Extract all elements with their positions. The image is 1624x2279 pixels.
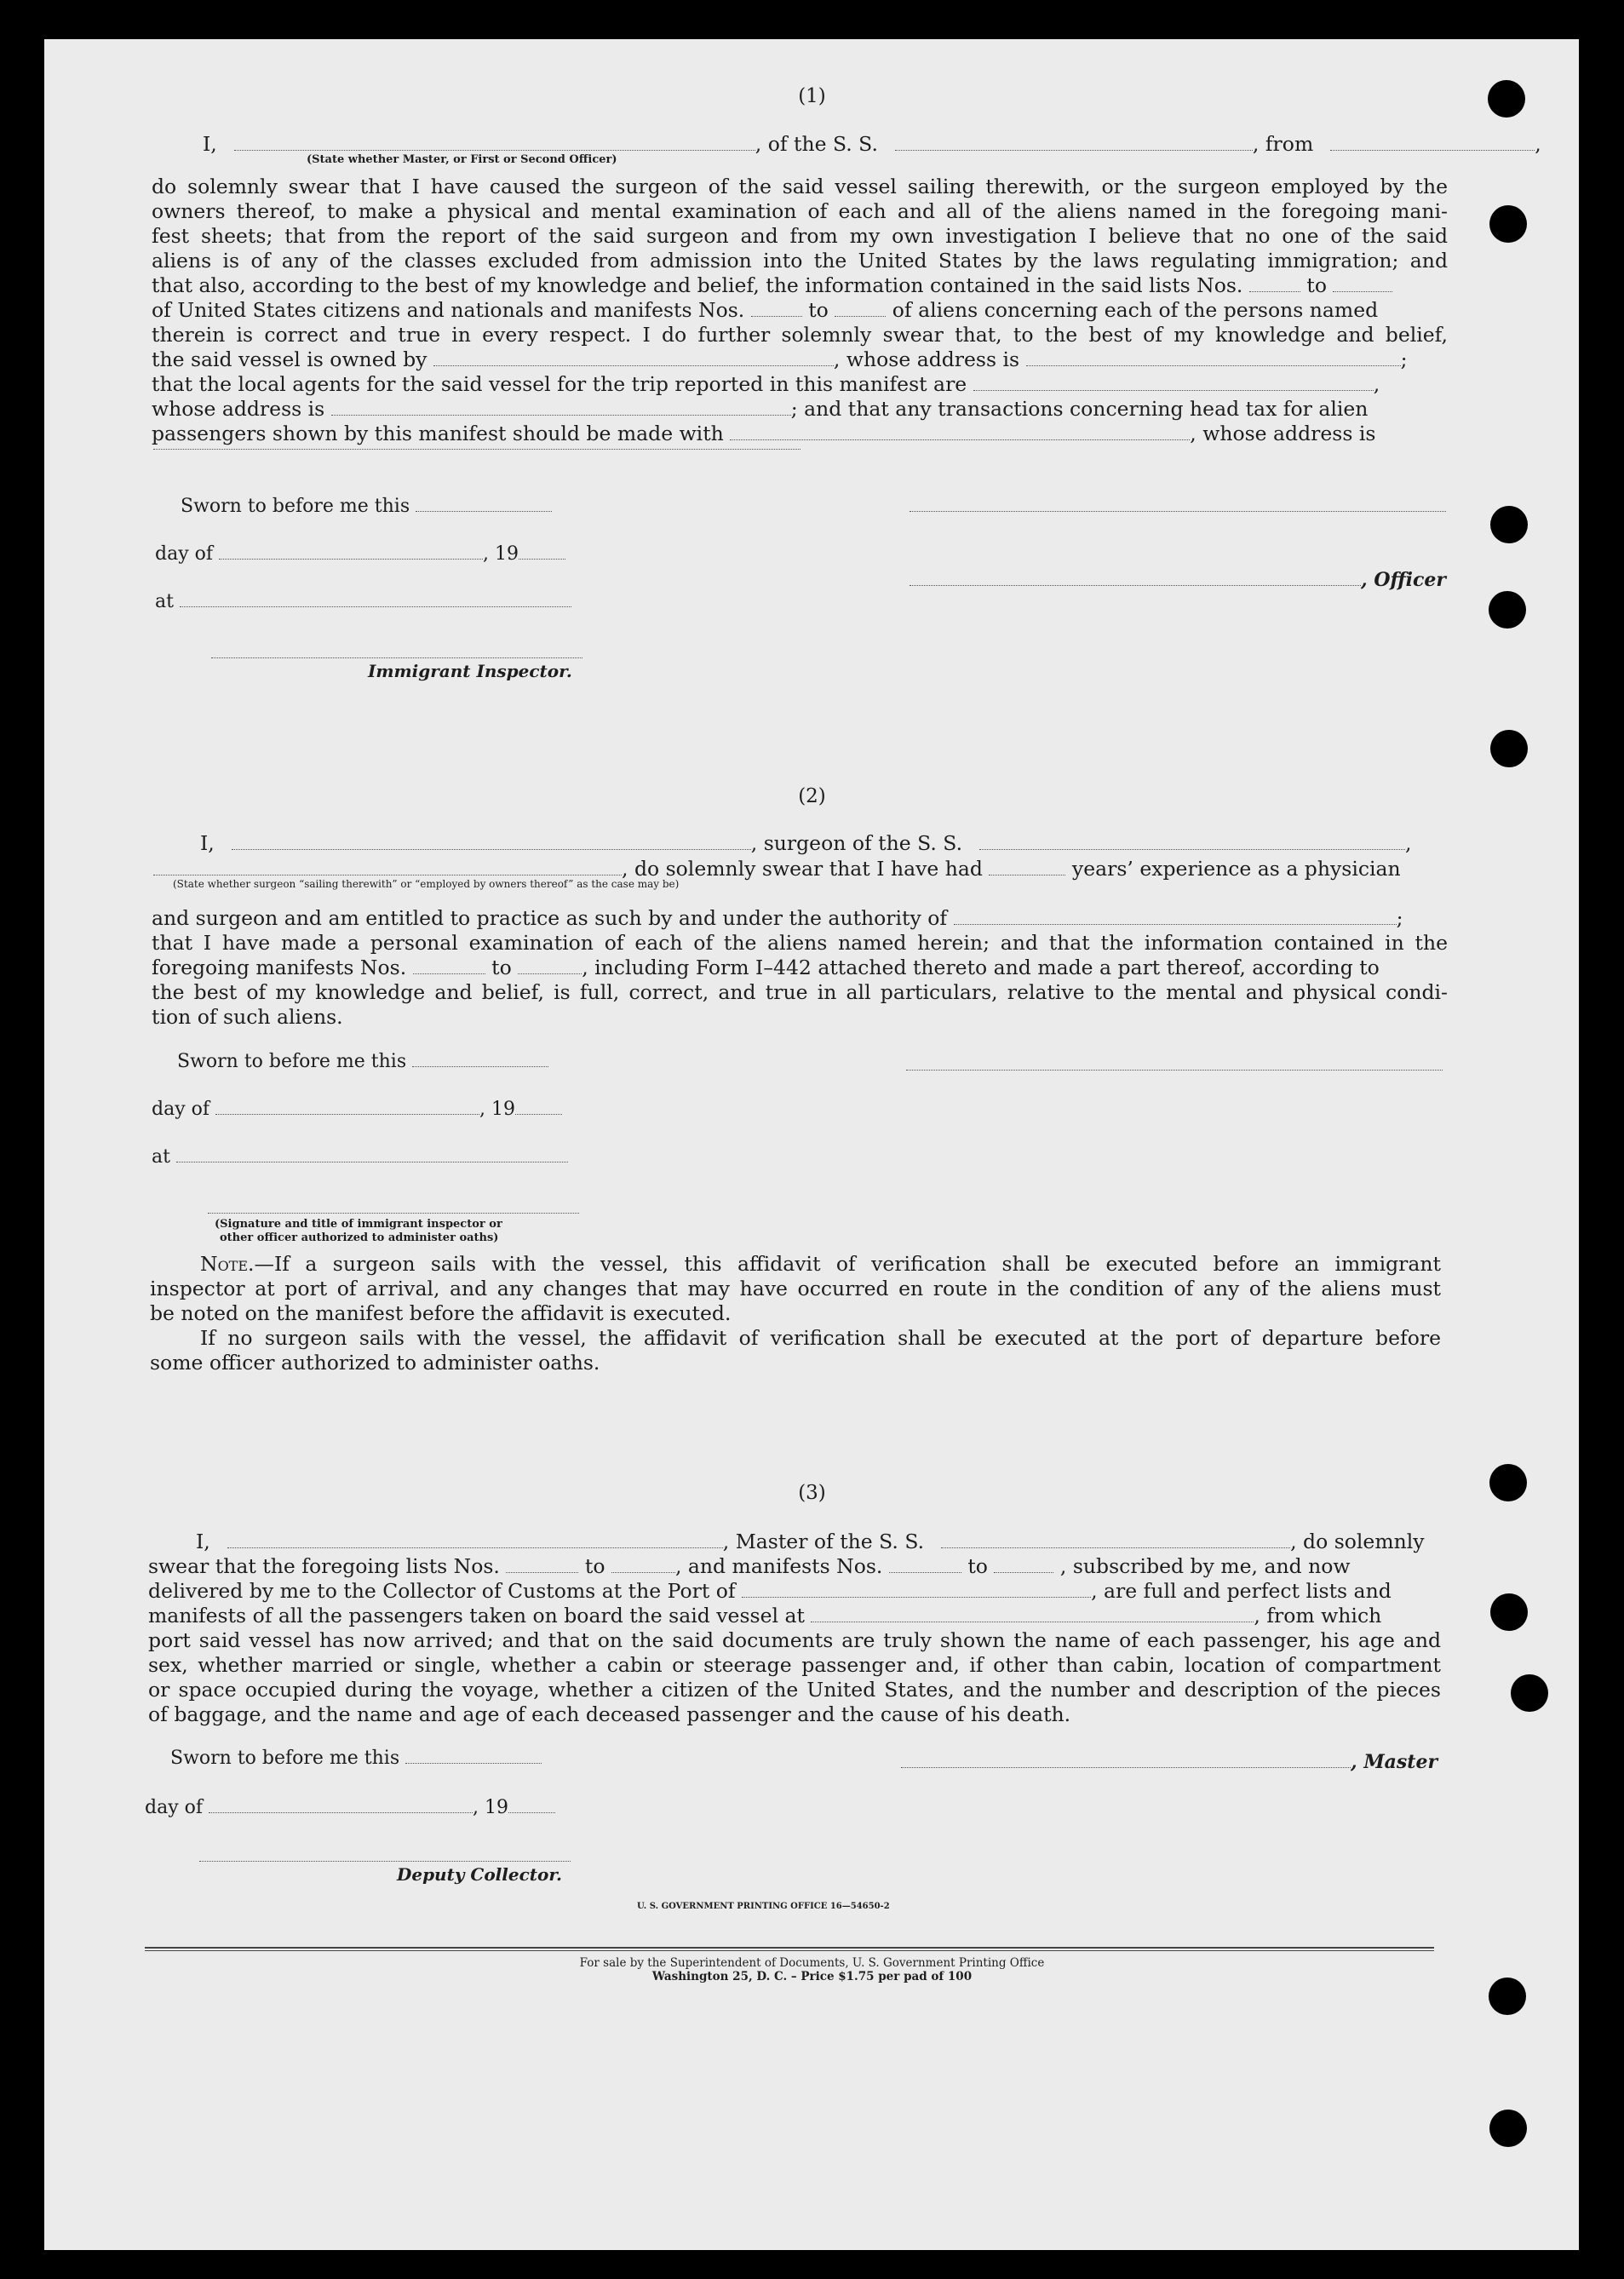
master-line: , Master <box>901 1751 1437 1773</box>
surgeon-signature-line[interactable] <box>906 1070 1443 1071</box>
authority-blank[interactable] <box>954 909 1397 925</box>
s1-dayof: day of , 19 <box>155 543 565 565</box>
note-line-1: Note.—If a surgeon sails with the vessel, this affidavit of verification shall be executed before an immigrant <box>200 1252 1441 1276</box>
footer-rule-2 <box>145 1950 1434 1951</box>
punch-hole <box>1489 205 1527 243</box>
s1-p12: passengers shown by this manifest should be made with , whose address is <box>152 422 1376 445</box>
s1-at: at <box>155 591 571 612</box>
s1-p6: that also, according to the best of my knowledge and belief, the information contained in the said lists Nos. to <box>152 273 1448 298</box>
s2-sworn: Sworn to before me this <box>177 1051 548 1072</box>
s1-year-blank[interactable] <box>519 543 565 560</box>
officer-rank-blank[interactable] <box>234 135 755 151</box>
s3-manifests-to-blank[interactable] <box>994 1557 1053 1573</box>
gpo-imprint: U. S. GOVERNMENT PRINTING OFFICE 16—54650-2 <box>637 1902 890 1911</box>
footer-line-2: Washington 25, D. C. – Price $1.75 per pad of 100 <box>651 1970 973 1983</box>
section-1-heading: (1) <box>798 85 826 107</box>
surgeon-status-blank[interactable] <box>153 859 622 875</box>
punch-hole <box>1511 1674 1548 1712</box>
s3-sworn-day-blank[interactable] <box>405 1748 542 1764</box>
agents-address-blank[interactable] <box>331 399 791 416</box>
footer-rule-1 <box>145 1947 1434 1949</box>
master-name-blank[interactable] <box>227 1532 723 1548</box>
punch-hole <box>1489 2110 1527 2147</box>
section-3-heading: (3) <box>798 1482 826 1504</box>
master-signature-line[interactable] <box>901 1752 1351 1768</box>
s3-month-blank[interactable] <box>209 1797 473 1813</box>
s3-lists-to-blank[interactable] <box>611 1557 675 1573</box>
years-experience-blank[interactable] <box>989 859 1065 875</box>
s1-p9: the said vessel is owned by , whose address is ; <box>152 347 1408 371</box>
inspector-label: Immigrant Inspector. <box>368 661 572 681</box>
punch-hole <box>1488 80 1525 118</box>
s1-sworn-day-blank[interactable] <box>416 496 552 512</box>
inspector-signature-line[interactable] <box>211 657 582 658</box>
s2-place-blank[interactable] <box>176 1146 568 1162</box>
s2-line-1: I, , surgeon of the S. S. , <box>200 831 1412 855</box>
s2-dayof: day of , 19 <box>152 1099 562 1120</box>
manifests-from-blank[interactable] <box>751 301 802 317</box>
s3-line-2: swear that the foregoing lists Nos. to , and manifests Nos. to , subscribed by me, and now <box>148 1554 1351 1578</box>
local-agents-blank[interactable] <box>973 375 1374 391</box>
lists-from-blank[interactable] <box>1249 276 1300 292</box>
s1-sub-label: (State whether Master, or First or Second Officer) <box>307 153 617 166</box>
s2-manifests-to-blank[interactable] <box>518 958 582 974</box>
s3-line-3: delivered by me to the Collector of Customs at the Port of , are full and perfect lists and <box>148 1579 1392 1603</box>
punch-hole <box>1489 1978 1526 2015</box>
officer-line: , Officer <box>910 569 1446 591</box>
s3-year-blank[interactable] <box>508 1797 555 1813</box>
s3-lists-from-blank[interactable] <box>506 1557 578 1573</box>
deputy-signature-line[interactable] <box>199 1861 571 1862</box>
s2-sig-label-2: other officer authorized to administer oaths) <box>220 1231 499 1244</box>
s3-line-6: sex, whether married or single, whether a cabin or steerage passenger and, if other than cabin, location of compartment <box>148 1653 1441 1677</box>
punch-hole <box>1489 1464 1527 1501</box>
s2-line-2: , do solemnly swear that I have had years’ experience as a physician <box>153 857 1448 881</box>
s2-p4: that I have made a personal examination of each of the aliens named herein; and that the information contained in the <box>152 931 1448 955</box>
surgeon-name-blank[interactable] <box>232 834 751 850</box>
section-2-heading: (2) <box>798 785 826 807</box>
s1-p11: whose address is ; and that any transactions concerning head tax for alien <box>152 397 1369 421</box>
embark-port-blank[interactable] <box>811 1606 1254 1622</box>
s1-p4: fest sheets; that from the report of the said surgeon and from my own investigation I believe that no one of the said <box>152 224 1448 248</box>
officer-signature-line-1[interactable] <box>910 511 1446 512</box>
s1-p10: that the local agents for the said vessel for the trip reported in this manifest are , <box>152 372 1380 396</box>
manifests-to-blank[interactable] <box>835 301 886 317</box>
s2-manifests-from-blank[interactable] <box>413 958 485 974</box>
head-tax-address-blank[interactable] <box>153 449 801 450</box>
s2-year-blank[interactable] <box>515 1099 562 1115</box>
s1-sworn: Sworn to before me this <box>181 496 552 517</box>
s2-p7: tion of such aliens. <box>152 1005 343 1029</box>
s2-inspector-signature-line[interactable] <box>208 1213 579 1214</box>
s1-p3: owners thereof, to make a physical and mental examination of each and all of the aliens named in the foregoing mani- <box>152 199 1448 223</box>
s3-ship-blank[interactable] <box>941 1532 1290 1548</box>
s2-p5: foregoing manifests Nos. to , including Form I–442 attached thereto and made a part thereof, according to <box>152 956 1380 979</box>
owner-address-blank[interactable] <box>1026 350 1401 366</box>
officer-signature-line-2[interactable] <box>910 570 1361 586</box>
s1-line-1: I, , of the S. S. , from , <box>203 132 1541 156</box>
s3-line-5: port said vessel has now arrived; and that on the said documents are truly shown the name of each passenger, his age and <box>148 1628 1441 1652</box>
note-line-2: inspector at port of arrival, and any changes that may have occurred en route in the condition of any of the aliens must <box>150 1277 1441 1300</box>
head-tax-party-blank[interactable] <box>730 424 1190 440</box>
s1-p2: do solemnly swear that I have caused the surgeon of the said vessel sailing therewith, or the surgeon employed by the <box>152 175 1448 198</box>
s3-sworn: Sworn to before me this <box>170 1748 542 1769</box>
s1-p8: therein is correct and true in every respect. I do further solemnly swear that, to the best of my knowledge and belief, <box>152 323 1448 347</box>
s2-sworn-day-blank[interactable] <box>412 1051 548 1067</box>
punch-hole <box>1489 591 1526 629</box>
s3-line-1: I, , Master of the S. S. , do solemnly <box>196 1530 1425 1553</box>
punch-hole <box>1490 730 1528 767</box>
s1-place-blank[interactable] <box>180 591 571 607</box>
footer-line-1: For sale by the Superintendent of Documents, U. S. Government Printing Office <box>579 1956 1045 1970</box>
s3-line-7: or space occupied during the voyage, whether a citizen of the United States, and the number and description of the pieces <box>148 1678 1441 1702</box>
ship-name-blank[interactable] <box>895 135 1253 151</box>
punch-hole <box>1490 506 1528 543</box>
note-line-3: be noted on the manifest before the affidavit is executed. <box>150 1301 732 1325</box>
s2-p6: the best of my knowledge and belief, is full, correct, and true in all particulars, relative to the mental and physical condi- <box>152 980 1448 1004</box>
from-port-blank[interactable] <box>1330 135 1535 151</box>
note-line-5: some officer authorized to administer oaths. <box>150 1351 600 1375</box>
note-line-4: If no surgeon sails with the vessel, the affidavit of verification shall be executed at the port of departure before <box>200 1326 1441 1350</box>
s1-month-blank[interactable] <box>219 543 483 560</box>
s3-line-8: of baggage, and the name and age of each deceased passenger and the cause of his death. <box>148 1702 1071 1726</box>
punch-hole <box>1490 1593 1528 1631</box>
s2-sig-label-1: (Signature and title of immigrant inspector or <box>215 1218 502 1231</box>
s3-dayof: day of , 19 <box>145 1797 555 1818</box>
s2-sub-label: (State whether surgeon “sailing therewith” or “employed by owners thereof” as the case may be) <box>173 878 680 890</box>
port-blank[interactable] <box>742 1582 1091 1598</box>
s3-line-4: manifests of all the passengers taken on board the said vessel at , from which <box>148 1604 1382 1627</box>
s2-ship-blank[interactable] <box>979 834 1405 850</box>
s2-month-blank[interactable] <box>215 1099 479 1115</box>
owner-blank[interactable] <box>433 350 834 366</box>
s2-at: at <box>152 1146 568 1168</box>
s1-p7: of United States citizens and nationals and manifests Nos. to of aliens concerning each of the persons named <box>152 298 1379 322</box>
s1-p5: aliens is of any of the classes excluded from admission into the United States by the laws regulating immigration; and <box>152 249 1448 273</box>
deputy-label: Deputy Collector. <box>397 1864 563 1885</box>
s3-manifests-from-blank[interactable] <box>889 1557 961 1573</box>
lists-to-blank[interactable] <box>1333 276 1392 292</box>
s2-p3: and surgeon and am entitled to practice as such by and under the authority of ; <box>152 906 1403 930</box>
